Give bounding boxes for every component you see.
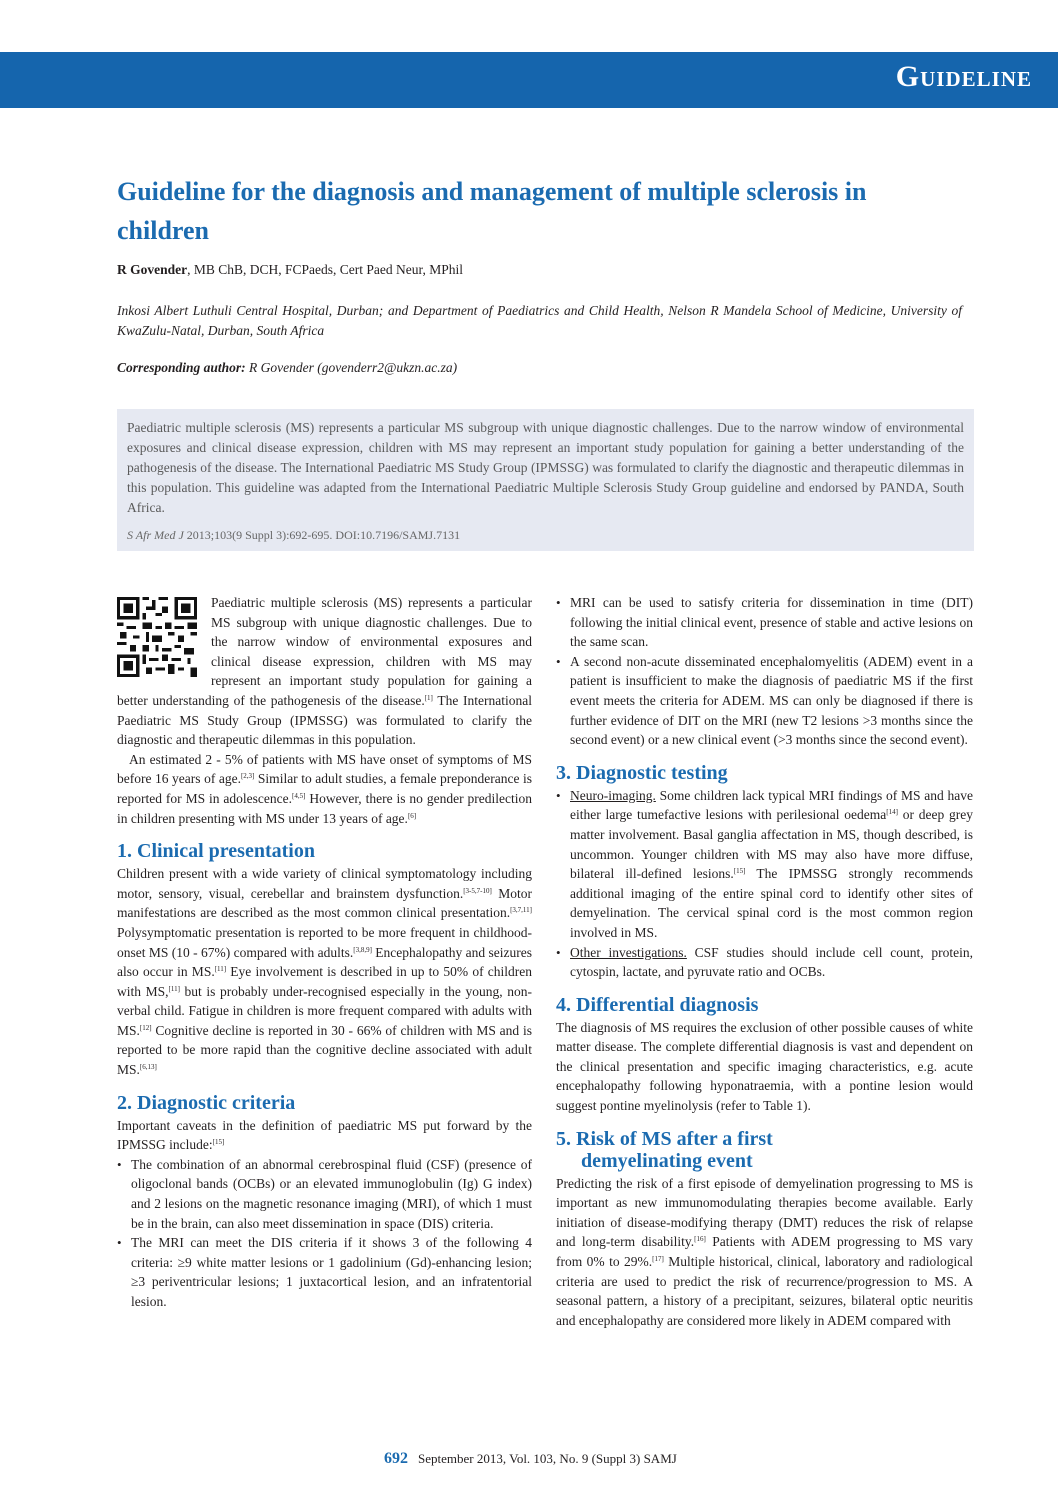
ref-mark: [11] bbox=[214, 965, 227, 974]
abstract-text: Paediatric multiple sclerosis (MS) represents a particular MS subgroup with unique diagnostic challenges. Due to the narrow window of environmental exposures and clinical disease expression, children with MS may represent an important study population for gaining a better understanding of the pathogenesis of the disease. The International Paediatric MS Study Group (IPMSSG) was formulated to clarify the diagnostic and therapeutic dilemmas in this population. This guideline was adapted from the International Paediatric Multiple Sclerosis Study Group guideline and endorsed by PANDA, South Africa. bbox=[127, 420, 964, 515]
corresponding-author bbox=[117, 360, 457, 376]
differential-diagnosis-text: The diagnosis of MS requires the exclusion of other possible causes of white matter disease. The complete differential diagnosis is vast and dependent on the clinical presentation and specific imaging characteristics, e.g. acute encephalopathy following hyponatraemia, with a pontine lesion would suggest pontine myelinolysis (refer to Table 1). bbox=[556, 1019, 973, 1114]
ref-mark: [1] bbox=[424, 693, 433, 702]
ref-mark: [6] bbox=[407, 811, 417, 820]
ref-mark: [16] bbox=[694, 1235, 706, 1244]
page-footer bbox=[384, 1450, 677, 1468]
sentence: Some children lack typical MRI findings of MS and have either large tumefactive lesions with perilesional oedema bbox=[570, 787, 973, 823]
journal-name: S Afr Med J bbox=[127, 528, 184, 542]
sentence: Encephalopathy and seizures also occur in MS. bbox=[117, 944, 532, 980]
left-column bbox=[117, 593, 532, 1312]
section-label: Guideline bbox=[895, 60, 1032, 93]
sentence: The IPMSSG strongly recommends additional imaging of the entire spinal cord to identify other sites of demyelination. The cervical spinal cord is the most common region involved in MS. bbox=[570, 866, 973, 940]
intro-p2-text-a: An estimated 2 - 5% of patients with MS have onset of symptoms of MS before 16 years of age. bbox=[117, 751, 532, 787]
list-item: • MRI can be used to satisfy criteria for dissemination in time (DIT) following the initial clinical event, presence of stable and active lesions on the same scan. bbox=[556, 593, 973, 652]
heading-line: demyelinating event bbox=[581, 1149, 753, 1172]
list-item: • The combination of an abnormal cerebrospinal fluid (CSF) (presence of oligoclonal bands (OCBs) or an elevated immunoglobulin (Ig) G index) and 2 lesions on the magnetic resonance imaging (MRI), of which 1 must be in the brain, can also meet dissemination in space (DIS) criteria. bbox=[117, 1155, 532, 1233]
list-item: • The MRI can meet the DIS criteria if it shows 3 of the following 4 criteria: ≥9 white matter lesions or 1 gadolinium (Gd)-enhancing lesion; ≥3 periventricular lesions; 1 juxtacortical lesion, and an infratentorial lesion. bbox=[117, 1233, 532, 1311]
sentence: Children present with a wide variety of clinical symptomatology including motor, sensory, visual, cerebellar and brainstem dysfunction. bbox=[117, 866, 532, 901]
heading-diagnostic-testing: 3. Diagnostic testing bbox=[556, 761, 728, 784]
ref-mark: [11] bbox=[168, 984, 180, 993]
sentence: but is probably under-recognised especially in the young, non-verbal child. Fatigue in children is more frequent compared with adults with MS. bbox=[117, 983, 532, 1038]
author-name: R Govender bbox=[117, 262, 188, 277]
ref-mark: [6,13] bbox=[139, 1063, 157, 1072]
footer-text: September 2013, Vol. 103, No. 9 (Suppl 3) SAMJ bbox=[418, 1451, 677, 1466]
ref-mark: [2,3] bbox=[240, 772, 255, 781]
diagnostic-criteria-intro bbox=[117, 1116, 532, 1155]
ref-mark: [3-5,7-10] bbox=[463, 886, 492, 895]
intro-p1-text-b: The International Paediatric MS Study Group (IPMSSG) was formulated to clarify the diagnostic and therapeutic dilemmas in this population. bbox=[117, 692, 532, 748]
ref-mark: [14] bbox=[886, 808, 898, 817]
testing-list bbox=[556, 786, 973, 982]
sentence: Polysymptomatic presentation is reported to be more frequent in childhood-onset MS (10 - 67%) compared with adults. bbox=[117, 924, 532, 960]
intro-p2-text-c: However, there is no gender predilection in children presenting with MS under 13 years of age. bbox=[117, 790, 532, 826]
list-item bbox=[556, 943, 973, 982]
sentence: Patients with ADEM progressing to MS vary from 0% to 29%. bbox=[556, 1234, 973, 1270]
list-item: • A second non-acute disseminated encephalomyelitis (ADEM) event in a patient is insufficient to make the diagnosis of paediatric MS if the first event meets the criteria for ADEM. MS can only be diagnosed if there is further evidence of DIT on the MRI (new T2 lesions >3 months since the second event) or a new clinical event (>3 months since the second event). bbox=[556, 652, 973, 750]
right-column bbox=[556, 593, 973, 1330]
ref-mark: [15] bbox=[733, 867, 746, 876]
citation bbox=[127, 525, 964, 545]
heading-differential-diagnosis: 4. Differential diagnosis bbox=[556, 993, 759, 1016]
ref-mark: [12] bbox=[139, 1023, 152, 1032]
risk-of-ms-text bbox=[556, 1174, 973, 1331]
ref-mark: [3,7,11] bbox=[510, 906, 532, 915]
sentence: Important caveats in the definition of paediatric MS put forward by the IPMSSG include: bbox=[117, 1117, 532, 1153]
heading-diagnostic-criteria: 2. Diagnostic criteria bbox=[117, 1091, 296, 1114]
intro-p2-text-b: Similar to adult studies, a female preponderance is reported for MS in adolescence. bbox=[117, 771, 532, 806]
sentence: Motor manifestations are described as the most common clinical presentation. bbox=[117, 885, 532, 921]
qr-code-icon bbox=[117, 597, 197, 677]
sentence: Cognitive decline is reported in 30 - 66% of children with MS and is reported to be more rapid than the cognitive decline associated with adult MS. bbox=[117, 1022, 532, 1078]
author-degrees: , MB ChB, DCH, FCPaeds, Cert Paed Neur, MPhil bbox=[187, 262, 463, 277]
affiliation: Inkosi Albert Luthuli Central Hospital, Durban; and Department of Paediatrics and Child Health, Nelson R Mandela School of Medicine, University of KwaZulu-Natal, Durban, South Africa bbox=[117, 303, 962, 338]
page-number: 692 bbox=[384, 1450, 408, 1467]
corresponding-label: Corresponding author: bbox=[117, 360, 246, 375]
intro-p1-text: Paediatric multiple sclerosis (MS) represents a particular MS subgroup with unique diagnostic challenges. Due to the narrow window of environmental exposures and clinical disease expression, children with MS may represent an important study population for gaining a better understanding of the pathogenesis of the disease. bbox=[117, 595, 532, 708]
article-title: Guideline for the diagnosis and management of multiple sclerosis in children bbox=[117, 177, 867, 245]
corresponding-text: R Govender (govenderr2@ukzn.ac.za) bbox=[245, 360, 458, 375]
section-banner bbox=[0, 52, 1058, 108]
item-label: Other investigations. bbox=[570, 944, 687, 960]
sentence: CSF studies should include cell count, protein, cytospin, lactate, and pyruvate ratio and OCBs. bbox=[570, 944, 974, 980]
sentence: Eye involvement is described in up to 50% of children with MS, bbox=[117, 964, 532, 999]
ref-mark: [3,8,9] bbox=[353, 945, 372, 954]
sentence: or deep grey matter involvement. Basal ganglia affectation in MS, though described, is uncommon. Younger children with MS may also have more diffuse, bilateral ill-defined lesions. bbox=[570, 807, 974, 882]
clinical-presentation-text bbox=[117, 864, 532, 1080]
citation-text: 2013;103(9 Suppl 3):692-695. DOI:10.7196/SAMJ.7131 bbox=[183, 528, 461, 542]
sentence: Predicting the risk of a first episode of demyelination progressing to MS is important as new immunomodulating therapies become available. Early initiation of disease-modifying therapy (DMT) reduces the risk of relapse and long-term disability. bbox=[556, 1175, 973, 1250]
abstract-box bbox=[117, 409, 974, 551]
heading-risk-of-ms bbox=[556, 1128, 973, 1172]
criteria-list-continued bbox=[556, 593, 973, 750]
ref-mark: [15] bbox=[212, 1138, 225, 1147]
list-item bbox=[556, 786, 973, 943]
sentence: Multiple historical, clinical, laboratory and radiological criteria are used to predict the risk of recurrence/progression to MS. A seasonal pattern, a history of a precipitant, seizures, bilateral optic neuritis and encephalopathy are considered more likely in ADEM compared with bbox=[556, 1254, 974, 1328]
author-line bbox=[117, 262, 463, 278]
ref-mark: [17] bbox=[652, 1255, 664, 1264]
heading-clinical-presentation: 1. Clinical presentation bbox=[117, 840, 315, 863]
item-label: Neuro-imaging. bbox=[570, 787, 656, 803]
criteria-list bbox=[117, 1155, 532, 1312]
ref-mark: [4,5] bbox=[292, 791, 306, 800]
intro-paragraph-2 bbox=[117, 750, 532, 828]
heading-line: 5. Risk of MS after a first bbox=[556, 1127, 773, 1150]
